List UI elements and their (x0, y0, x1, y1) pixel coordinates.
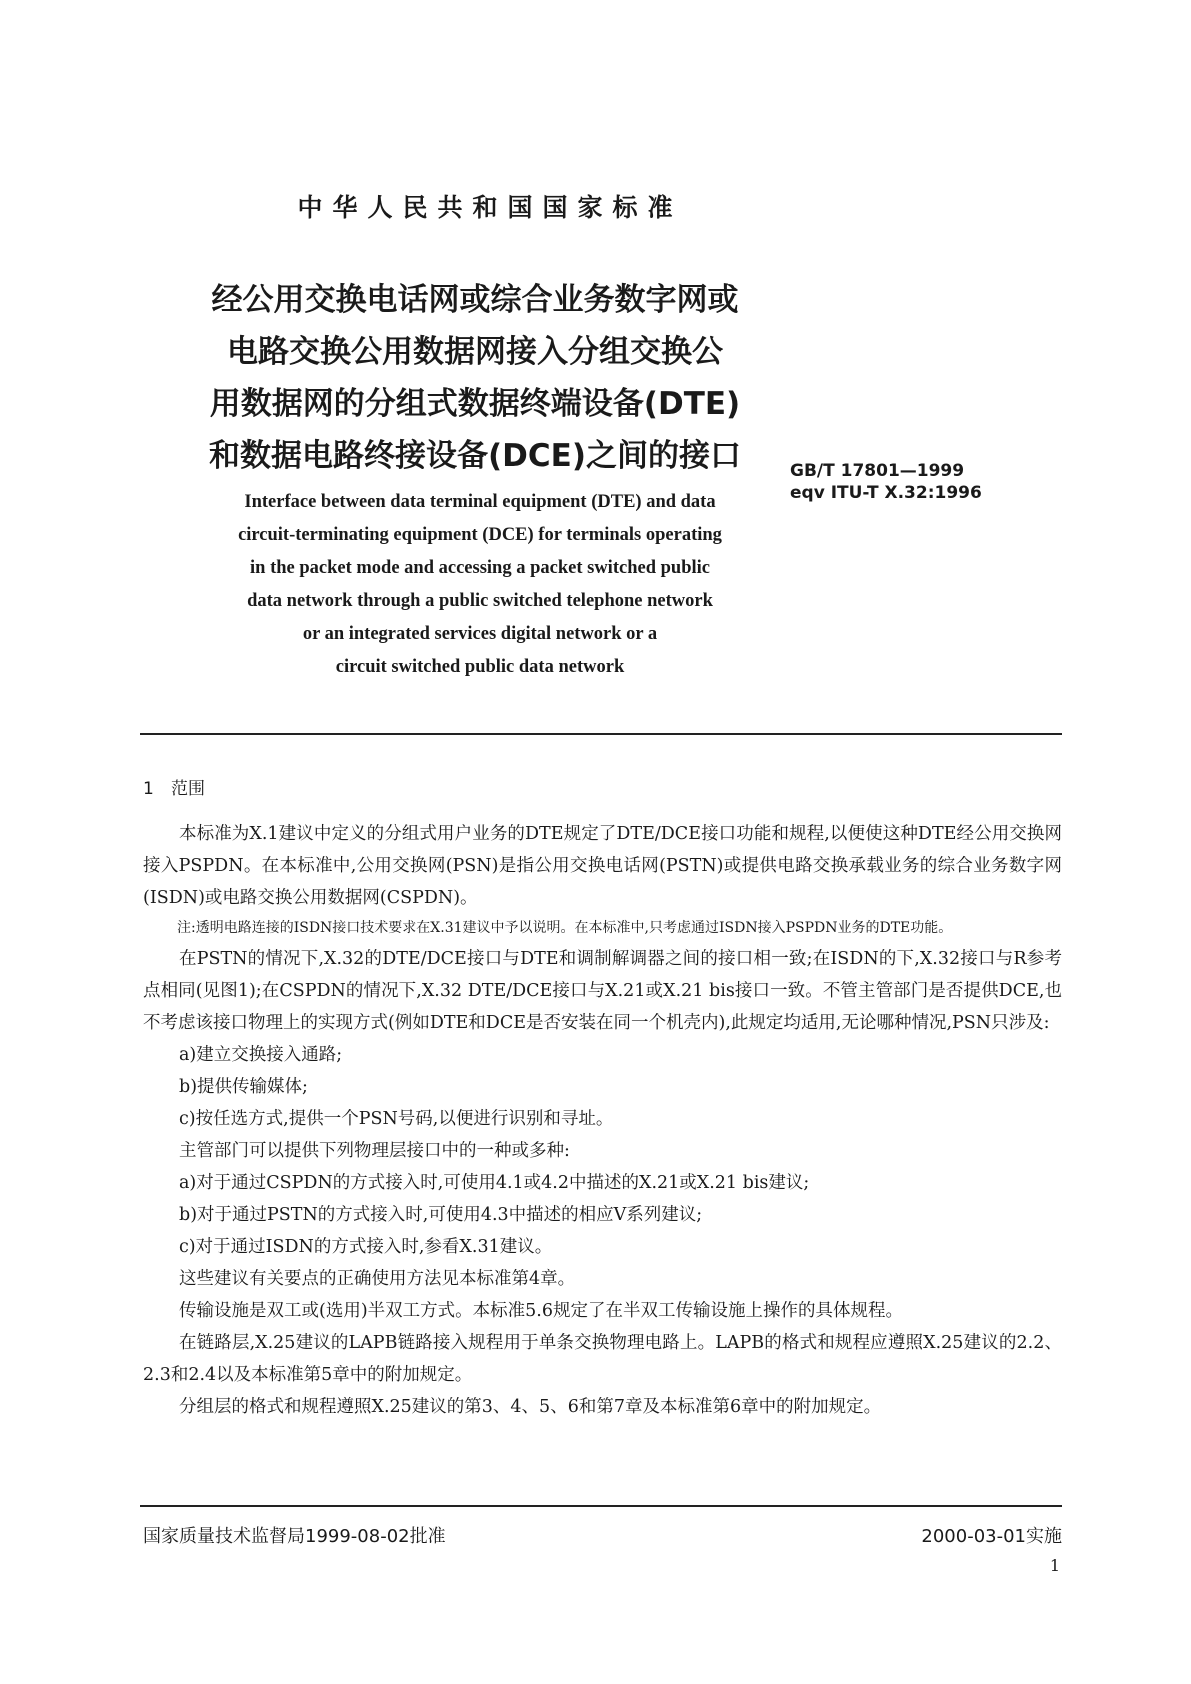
approval-date: 国家质量技术监督局1999-08-02批准 (143, 1526, 446, 1547)
paragraph-transmission: 传输设施是双工或(选用)半双工方式。本标准5.6规定了在半双工传输设施上操作的具体规程。 (179, 1301, 903, 1321)
section-number: 1 (143, 779, 154, 799)
english-title-line: Interface between data terminal equipment (DTE) and data (244, 492, 716, 512)
english-title (170, 486, 790, 684)
paragraph-physical-intro: 主管部门可以提供下列物理层接口中的一种或多种: (179, 1141, 570, 1161)
english-title-line: or an integrated services digital network or a (302, 624, 658, 644)
effective-date: 2000-03-01实施 (921, 1526, 1062, 1547)
national-standard-heading: 中华人民共和国国家标准 (297, 193, 683, 222)
paragraph-interface: 在PSTN的情况下,X.32的DTE/DCE接口与DTE和调制解调器之间的接口相一致;在ISDN的下,X.32接口与R参考点相同(见图1);在CSPDN的情况下,X.32 DTE/DCE接口与X.21或X.21 bis接口一致。不管主管部门是否提供DCE,也不考虑该接口物理上的实现方式(例如DTE和DCE是否安装在同一个机壳内),此规定均适用,无论哪种情况,PSN只涉及: (143, 949, 1062, 1033)
section-title: 范围 (171, 779, 205, 799)
section-heading (143, 774, 205, 799)
list-item: a)对于通过CSPDN的方式接入时,可使用4.1或4.2中描述的X.21或X.21 bis建议; (179, 1173, 810, 1193)
list-item: c)按任选方式,提供一个PSN号码,以便进行识别和寻址。 (179, 1109, 614, 1129)
paragraph-link-layer: 在链路层,X.25建议的LAPB链路接入规程用于单条交换物理电路上。LAPB的格式和规程应遵照X.25建议的2.2、2.3和2.4以及本标准第5章中的附加规定。 (143, 1333, 1062, 1385)
paragraph-packet-layer: 分组层的格式和规程遵照X.25建议的第3、4、5、6和第7章及本标准第6章中的附加规定。 (179, 1397, 882, 1417)
chinese-title-line: 用数据网的分组式数据终端设备(DTE) (209, 386, 741, 422)
list-item: c)对于通过ISDN的方式接入时,参看X.31建议。 (179, 1237, 553, 1257)
list-item: b)对于通过PSTN的方式接入时,可使用4.3中描述的相应V系列建议; (179, 1205, 703, 1225)
chinese-title-line: 和数据电路终接设备(DCE)之间的接口 (209, 438, 741, 474)
chinese-title-line: 经公用交换电话网或综合业务数字网或 (211, 282, 739, 318)
list-item: a)建立交换接入通路; (179, 1045, 343, 1065)
paragraph-scope: 本标准为X.1建议中定义的分组式用户业务的DTE规定了DTE/DCE接口功能和规程,以便使这种DTE经公用交换网接入PSPDN。在本标准中,公用交换网(PSN)是指公用交换电话网(PSTN)或提供电路交换承载业务的综合业务数字网(ISDN)或电路交换公用数据网(CSPDN)。 (143, 824, 1062, 908)
english-title-line: circuit-terminating equipment (DCE) for terminals operating (238, 525, 722, 545)
standard-equivalence: eqv ITU-T X.32:1996 (790, 483, 982, 503)
standard-number: GB/T 17801—1999 (790, 461, 965, 481)
top-divider (140, 733, 1062, 735)
chinese-title-line: 电路交换公用数据网接入分组交换公 (227, 334, 723, 370)
english-title-line: data network through a public switched telephone network (247, 591, 713, 611)
paragraph-usage: 这些建议有关要点的正确使用方法见本标准第4章。 (179, 1269, 576, 1289)
english-title-line: circuit switched public data network (335, 657, 625, 677)
section-body (143, 818, 1062, 1423)
bottom-divider (140, 1505, 1062, 1507)
english-title-line: in the packet mode and accessing a packet switched public (250, 558, 710, 578)
list-item: b)提供传输媒体; (179, 1077, 308, 1097)
page-number: 1 (1049, 1556, 1060, 1575)
chinese-title (150, 274, 800, 482)
note: 注:透明电路连接的ISDN接口技术要求在X.31建议中予以说明。在本标准中,只考虑通过ISDN接入PSPDN业务的DTE功能。 (177, 920, 953, 936)
standard-code (790, 460, 1010, 504)
